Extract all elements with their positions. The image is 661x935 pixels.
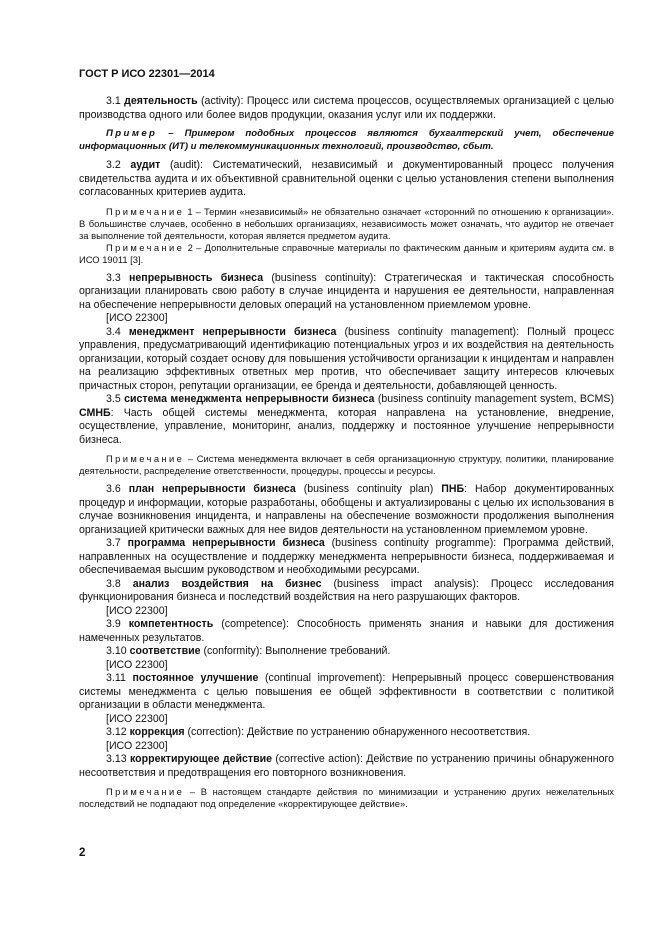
note-label: Примечание — [106, 205, 185, 217]
term: аудит — [130, 159, 161, 171]
term: соответствие — [129, 645, 201, 657]
note-label: Примечание — [106, 241, 185, 253]
definition-3-9: 3.9 компетентность (competence): Способность применять знания и навыки для достижения намеченных результатов. — [79, 618, 615, 644]
note-label: Примечание — [106, 453, 185, 464]
definition-3-7: 3.7 программа непрерывности бизнеса (business continuity programme): Программа действий, направленных на осуществление и поддержку менеджмента непрерывности бизнеса, поддерживаемая и обеспечиваемая высшим руководством и необходимыми ресурсами. — [79, 537, 615, 576]
definition-3-11: 3.11 постоянное улучшение (continual improvement): Непрерывный процесс совершенствования системы менеджмента с целью повышения ее общей эффективности в соответствии с политикой организации в области менеджмента. — [79, 672, 614, 711]
term: программа непрерывности бизнеса — [127, 537, 325, 549]
definition-3-1: 3.1 деятельность (activity): Процесс или система процессов, осуществляемых организацией с целью производства одного или более видов продукции, оказания услуг или их поддержки. — [79, 95, 614, 121]
term: постоянное улучшение — [132, 672, 259, 684]
term: непрерывность бизнеса — [129, 271, 264, 284]
definition-3-3: 3.3 непрерывность бизнеса (business continuity): Стратегическая и тактическая способность организации планировать свою работу в случае инцидента и нарушения ее деятельности, направленная на обеспечение непрерывности деловых операций на установленном приемлемом уровне. — [79, 271, 614, 311]
term: компетентность — [128, 618, 214, 630]
definition-3-5: 3.5 система менеджмента непрерывности бизнеса (business continuity management system, BCMS) СМНБ: Часть общей системы менеджмента, которая направлена на установление, внедрение, осуществление, управление, мониторинг, анализ, поддержку и постоянное улучшение непрерывности бизнеса. — [79, 393, 614, 446]
note-label: Примечание — [106, 786, 185, 797]
term: менеджмент непрерывности бизнеса — [128, 325, 337, 338]
definition-3-2: 3.2 аудит (audit): Систематический, независимый и документированный процесс получения свидетельства аудита и их объективной сравнительной оценки с целью установления степени выполнения согласованных критериев аудита. — [79, 159, 614, 198]
definition-3-6: 3.6 план непрерывности бизнеса (business continuity plan) ПНБ: Набор документированных процедур и информации, которые разработаны, обобщены и актуализированы с целью их использования в случае возникновения инцидента, и направлены на обеспечение возможности продолжения выполнения организацией критически важных для нее видов деятельности на установленном приемлемом уровне. — [79, 483, 614, 536]
page-number: 2 — [79, 847, 86, 859]
page-body — [79, 95, 614, 810]
definition-3-12: 3.12 коррекция (correction): Действие по устранению обнаруженного несоответствия. — [106, 726, 531, 738]
example-3-1: Пример – Примером подобных процессов являются бухгалтерский учет, обеспечение информационных (ИТ) и телекоммуникационных технологий, производство, сбыт. — [79, 128, 614, 152]
reference: [ИСО 22300] — [106, 712, 168, 725]
term: план непрерывности бизнеса — [128, 483, 296, 495]
term: система менеджмента непрерывности бизнеса — [124, 393, 375, 405]
reference: [ИСО 22300] — [106, 312, 168, 324]
definition-3-10: 3.10 соответствие (conformity): Выполнение требований. — [106, 645, 391, 657]
definition-3-4: 3.4 менеджмент непрерывности бизнеса (business continuity management): Полный процесс управления, предусматривающий идентификацию потенциальных угроз и их воздействия на деятельность организации, который создает основу для повышения устойчивости организации к инцидентам и направлен на реализацию эффективных ответных мер против, что обеспечивает защиту интересов ключевых причастных сторон, репутации организации, ее бренда и деятельности, добавляющей ценность. — [79, 325, 614, 392]
definition-3-8: 3.8 анализ воздействия на бизнес (business impact analysis): Процесс исследования функционирования бизнеса и последствий воздействия на него разрушающих факторов. — [79, 577, 614, 603]
note-3-5: Примечание – Система менеджмента включает в себя организационную структуру, политики, планирование деятельности, распределение ответственности, процедуры, процессы и ресурсы. — [79, 453, 614, 476]
reference: [ИСО 22300] — [106, 658, 168, 671]
abbreviation: СМНБ — [79, 406, 111, 419]
note-3-13: Примечание – В настоящем стандарте действия по минимизации и устранению других нежелательных последствий не подпадают под определение «корректирующее действие». — [79, 786, 614, 809]
reference: [ИСО 22300] — [106, 604, 168, 617]
term: корректирующее действие — [130, 753, 272, 765]
term: анализ воздействия на бизнес — [132, 577, 322, 590]
abbreviation: ПНБ — [441, 483, 465, 495]
term: деятельность — [124, 95, 198, 107]
note-3-2-2: Примечание 2 – Дополнительные справочные материалы по фактическим данным и критериям аудита см. в ИСО 19011 [3]. — [79, 241, 614, 265]
definition-3-13: 3.13 корректирующее действие (corrective action): Действие по устранению причины обнаруженного несоответствия и предотвращения его повторного возникновения. — [79, 753, 615, 779]
term: коррекция — [129, 726, 185, 738]
example-label: Пример — [106, 128, 158, 139]
reference: [ИСО 22300] — [106, 739, 168, 752]
document-header: ГОСТ Р ИСО 22301—2014 — [79, 68, 215, 80]
note-3-2-1: Примечание 1 – Термин «независимый» не обязательно означает «сторонний по отношению к организации». В большинстве случаев, особенно в небольших организациях, независимость может означать, что аудитор не отвечает за выполнение той деятельности, которая является предметом аудита. — [79, 205, 614, 241]
